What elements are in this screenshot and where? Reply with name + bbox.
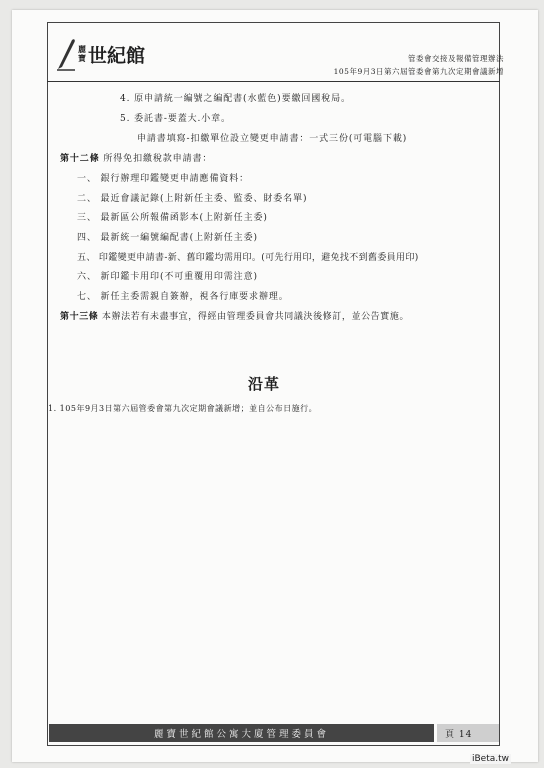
document-header — [334, 52, 504, 78]
body-line: 第十三條 本辦法若有未盡事宜，得經由管理委員會共同議決後修訂，並公告實施。 — [60, 312, 410, 322]
header-divider — [47, 81, 500, 82]
body-line: 第十二條 所得免扣繳稅款申請書： — [60, 154, 213, 164]
body-line: 五、 印鑑變更申請書-新、舊印鑑均需用印。(可先行用印，避免找不到舊委員用印) — [77, 253, 419, 263]
body-line: 七、 新任主委需親自簽辦，視各行庫要求辦理。 — [77, 292, 289, 302]
body-line: 4. 原申請統一編號之編配書(水藍色)要繳回國稅局。 — [120, 94, 351, 104]
footer-bar — [49, 724, 434, 742]
footer-org-name: 麗寶世紀館公寓大廈管理委員會 — [153, 729, 329, 740]
document-subtitle: 105年9月3日第六屆管委會第九次定期會議新增 — [333, 67, 504, 76]
body-line: 三、 最新區公所報備函影本(上附新任主委) — [77, 213, 268, 223]
quill-logo-icon — [55, 36, 77, 72]
watermark-text: iBeta.tw — [472, 754, 510, 764]
page-number: 頁 14 — [445, 729, 473, 740]
body-line: 四、 最新統一編號編配書(上附新任主委) — [77, 233, 258, 243]
history-title: 沿革 — [248, 375, 281, 393]
logo — [55, 34, 165, 74]
body-line: 5. 委託書-要蓋大.小章。 — [120, 114, 231, 124]
history-item: 1. 105年9月3日第六屆管委會第九次定期會議新增；並自公布日施行。 — [48, 404, 318, 413]
document-title: 管委會交接及報備管理辦法 — [408, 54, 504, 63]
body-line: 二、 最近會議記錄(上附新任主委、監委、財委名單) — [77, 194, 308, 204]
logo-main-text: 世紀館 — [88, 44, 146, 67]
logo-small-text: 麗寶 — [78, 44, 86, 63]
article-heading: 第十二條 — [60, 154, 100, 164]
page-number-box — [437, 724, 499, 742]
body-line: 六、 新印鑑卡用印(不可重覆用印需注意) — [77, 272, 258, 282]
body-line: 一、 銀行辦理印鑑變更申請應備資料： — [77, 174, 250, 184]
article-heading: 第十三條 — [60, 312, 99, 322]
body-line: 申請書填寫-扣繳單位設立變更申請書：一式三份(可電腦下載) — [137, 134, 408, 144]
